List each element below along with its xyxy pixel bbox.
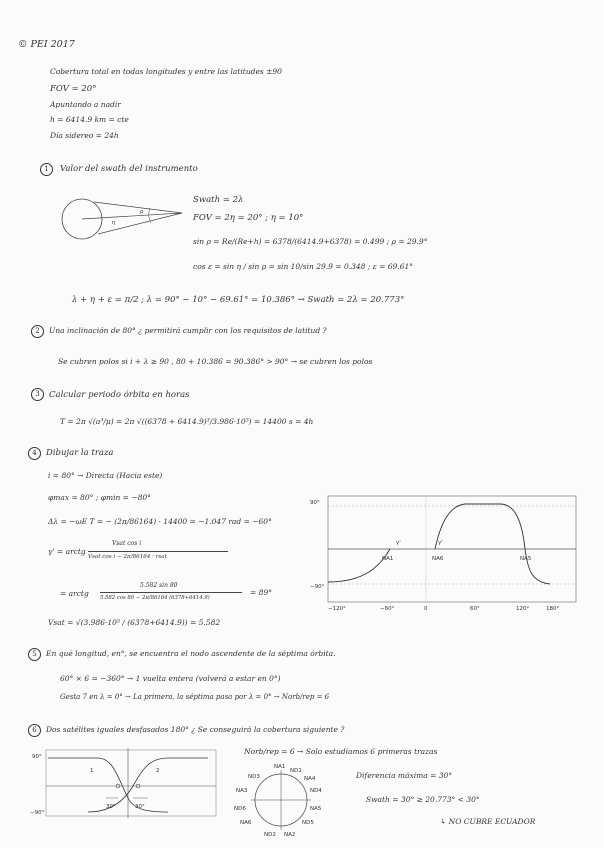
equation: Norb/rep = 6 → Solo estudiamos 6 primeras trazas — [244, 747, 438, 756]
fraction-bar — [100, 592, 242, 593]
equation: Swath = 30° ≥ 20.773° < 30° — [366, 795, 480, 804]
y-top-label: 90° — [32, 754, 42, 760]
node-circle-figure — [234, 760, 324, 840]
equation: λ + η + ε = π/2 ; λ = 90° − 10° − 69.61° = 10.386° → Swath = 2λ = 20.773° — [72, 295, 405, 305]
track-label: 1 — [90, 768, 94, 774]
node-label: NA6 — [432, 556, 444, 562]
x-tick-label: −60° — [380, 606, 395, 612]
gamma-label: γ' — [396, 540, 401, 546]
track-label: 2 — [156, 768, 160, 774]
section-heading: Dibujar la traza — [46, 448, 114, 458]
fraction-bar — [88, 551, 228, 552]
ground-track-chart — [310, 496, 580, 612]
y-bottom-label: −90° — [30, 810, 45, 816]
section-heading: Una inclinación de 80° ¿ permitirá cumplir con los requisitos de latitud ? — [49, 326, 327, 335]
equation: i = 80° → Directa (Hacia este) — [48, 471, 163, 480]
intro-line: Cobertura total en todas longitudes y entre las latitudes ±90 — [50, 67, 282, 76]
swath-geometry-figure — [62, 196, 192, 246]
section-number: 4 — [28, 447, 41, 460]
y-bottom-label: −90° — [310, 584, 325, 590]
section-heading: Valor del swath del instrumento — [60, 164, 198, 174]
intro-line: Día sidereo = 24h — [50, 131, 119, 140]
node-label: ND1 — [290, 768, 302, 774]
equation: FOV = 2η = 20° ; η = 10° — [193, 213, 304, 223]
intro-line: Apuntando a nadir — [50, 100, 121, 109]
equation: 5.582 sin 80 — [140, 582, 178, 589]
node-label: ND4 — [310, 788, 322, 794]
section-heading: En qué longitud, en°, se encuentra el nodo ascendente de la séptima órbita. — [46, 649, 336, 658]
section-number: 5 — [28, 648, 41, 661]
equation: Swath = 2λ — [193, 195, 244, 205]
equation: γ' = arctg — [48, 547, 86, 556]
section-heading: Dos satélites iguales desfasados 180° ¿ Se conseguirá la cobertura siguiente ? — [46, 725, 345, 734]
node-label: ND5 — [302, 820, 314, 826]
gamma-label: γ' — [438, 540, 443, 546]
node-label: NA2 — [284, 832, 296, 838]
equation: Vsat = √(3.986·10⁵ / (6378+6414.9)) = 5.582 — [48, 618, 221, 627]
equation: Vsat cos i − 2π/86164 · rsat — [88, 554, 167, 560]
intro-line: FOV = 20° — [50, 84, 97, 94]
node-label: NA3 — [236, 788, 248, 794]
track-segment — [328, 549, 390, 582]
equation: = 89° — [250, 588, 272, 597]
equation: Gesta 7 en λ = 0° → La primera, la séptima pasa por λ = 0° → Norb/rep = 6 — [60, 693, 330, 701]
dimension-label: 30° — [135, 804, 145, 810]
eta-label: η — [112, 220, 116, 226]
x-tick-label: 120° — [516, 606, 530, 612]
x-tick-label: −120° — [328, 606, 346, 612]
equation: cos ε = sin η / sin ρ = sin 10/sin 29.9 = 0.348 ; ε = 69.61° — [193, 262, 414, 271]
coverage-figure — [30, 748, 218, 828]
section-body: T = 2π √(a³/μ) = 2π √((6378 + 6414.9)³/3.986·10⁵) = 14400 s = 4h — [60, 417, 314, 426]
equation: Diferencia máxima = 30° — [356, 771, 453, 780]
equation: = arctg — [60, 589, 89, 598]
equation: ↳ NO CUBRE ECUADOR — [440, 817, 536, 826]
intro-line: h = 6414.9 km = cte — [50, 115, 129, 124]
x-tick-label: 180° — [546, 606, 560, 612]
section-number: 6 — [28, 724, 41, 737]
node-label: NA1 — [274, 764, 286, 770]
node-label: NA5 — [310, 806, 322, 812]
equation: sin ρ = Re/(Re+h) = 6378/(6414.9+6378) = 0.499 ; ρ = 29.9° — [193, 237, 428, 246]
x-tick-label: 0 — [424, 606, 428, 612]
y-top-label: 90° — [310, 500, 320, 506]
section-body: Se cubren polos si i + λ ≥ 90 , 80 + 10.386 = 90.386° > 90° → se cubren los polos — [58, 357, 373, 366]
node-label: NA4 — [304, 776, 316, 782]
section-number: 3 — [31, 388, 44, 401]
x-tick-label: 60° — [470, 606, 480, 612]
track-segment — [435, 504, 550, 584]
equation: Vsat cos i — [112, 540, 142, 547]
node-label: ND2 — [264, 832, 276, 838]
equation: 60° × 6 = −360° → 1 vuelta entera (volverá a estar en 0°) — [60, 674, 281, 683]
node-label: ND3 — [248, 774, 260, 780]
section-number: 1 — [40, 163, 53, 176]
header-title: © PEI 2017 — [18, 39, 75, 50]
section-heading: Calcular periodo órbita en horas — [49, 390, 190, 400]
equation: Δλ = −ωE T = − (2π/86164) · 14400 = −1.047 rad = −60° — [48, 517, 272, 526]
node-label: NA5 — [520, 556, 532, 562]
node-label: NA6 — [240, 820, 252, 826]
node-label: NA1 — [382, 556, 394, 562]
equation: 5.582 cos 80 − 2π/86164 (6378+6414.9) — [100, 595, 210, 601]
equation: φmax = 80° ; φmin = −80° — [48, 493, 151, 502]
section-number: 2 — [31, 325, 44, 338]
figure-frame — [46, 750, 216, 816]
node-label: ND6 — [234, 806, 246, 812]
rho-label: ρ — [140, 209, 144, 215]
dimension-label: 30° — [106, 804, 116, 810]
